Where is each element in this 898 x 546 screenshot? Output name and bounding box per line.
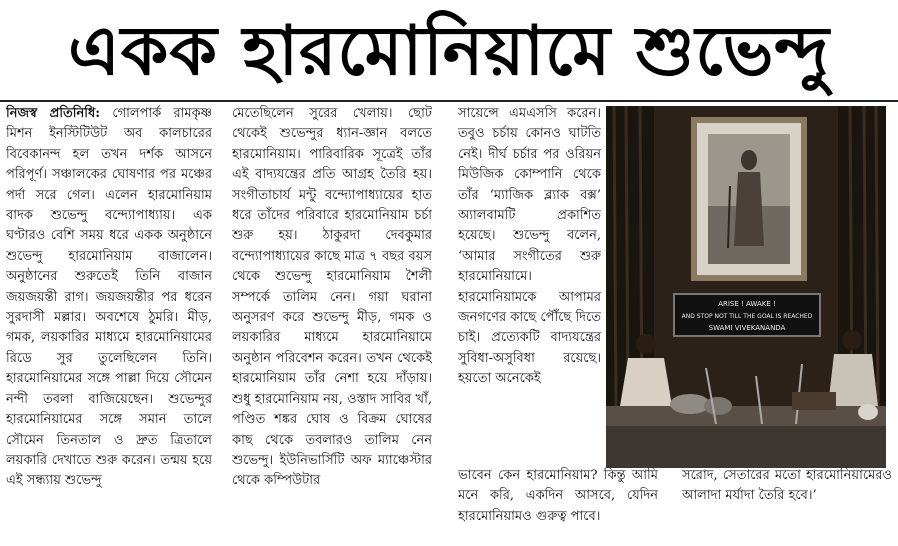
tabla-player bbox=[620, 358, 672, 406]
column-5-text: সরোদ, সেতারের মতো হারমোনিয়ামেরও আলাদা মর্যাদা তৈরি হবে।’ bbox=[682, 468, 892, 504]
column-3-text: সায়েন্সে এমএসসি করেন। তবুও চর্চায় কোনও ঘাটতি নেই। দীর্ঘ চর্চার পর ওরিয়ন মিউজিক কোম্পানি থেকে তাঁর ‘ম্যাজিক ব্ল্যাক বক্স’ অ্যালবামটি প্রকাশিত হয়েছে। শুভেন্দু বলেন, ‘আমার সংগীতের শুরু হারমোনিয়ামে। হারমোনিয়ামকে আপামর জনগণের কাছে পৌঁছে দিতে চাই। প্রত্যেকটি বাদ্যযন্ত্রের সুবিধা-অসুবিধা রয়েছে। হয়তো অনেকেই bbox=[458, 106, 601, 387]
column-1-text: গোলপার্ক রামকৃষ্ণ মিশন ইনস্টিটিউট অব কালচারের বিবেকানন্দ হল তখন দর্শক আসনে পরিপূর্ণ। সঞ্চালকের ঘোষণার পর মঞ্চের পর্দা সরে গেল। এলেন হারমোনিয়াম বাদক শুভেন্দু বন্দ্যোপাধ্যায়। এক ঘণ্টারও বেশি সময় ধরে একক অনুষ্ঠানে শুভেন্দু হারমোনিয়াম বাজালেন। অনুষ্ঠানের শুরুতেই তিনি বাজান জয়জয়ন্তী রাগ। জয়জয়ন্তীর পর ধরেন সুরদাসী মল্লার। অবশেষে ঠুমরি। মীড়, গমক, লয়কারির মাধ্যমে হারমোনিয়ামের রিডে সুর তুলেছিলেন তিনি। হারমোনিয়ামের সঙ্গে পাল্লা দিয়ে সৌমেন নন্দী তবলা বাজিয়েছেন। শুভেন্দুর হারমোনিয়ামের সঙ্গে সমান তালে সৌমেন তিনতাল ও দ্রুত ত্রিতালে লয়কারি দেখাতে শুরু করেন। তন্ময় হয়ে এই সন্ধ্যায় শুভেন্দু bbox=[6, 106, 212, 489]
headline: একক হারমোনিয়ামে শুভেন্দু bbox=[68, 12, 830, 91]
banner-line-3: SWAMI VIVEKANANDA bbox=[708, 324, 786, 332]
article-column-2 bbox=[232, 104, 432, 544]
article-column-1 bbox=[6, 104, 212, 544]
column-2-text: মেতেছিলেন সুরের খেলায়। ছোট থেকেই শুভেন্দুর ধ্যান-জ্ঞান বলতে হারমোনিয়াম। পারিবারিক সূত্রেই তাঁর এই বাদ্যযন্ত্রের প্রতি আগ্রহ তৈরি হয়। সংগীতাচার্য মন্টু বন্দ্যোপাধ্যায়ের হাত ধরে তাঁদের পরিবারে হারমোনিয়াম চর্চা শুরু হয়। ঠাকুরদা দেবকুমার বন্দ্যোপাধ্যায়ের কাছে মাত্র ৭ বছর বয়স থেকে শুভেন্দু হারমোনিয়াম শৈলী সম্পর্কে তালিম নেন। গয়া ঘরানা অনুসরণ করে শুভেন্দু মীড়, গমক ও লয়কারির মাধ্যমে হারমোনিয়ামে অনুষ্ঠান পরিবেশন করেন। তখন থেকেই হারমোনিয়াম তাঁর নেশা হয়ে দাঁড়ায়। শুধু হারমোনিয়াম নয়, ওস্তাদ সাবির খাঁ, পণ্ডিত শঙ্কর ঘোষ ও বিক্রম ঘোষের কাছ থেকে তবলারও তালিম নেন শুভেন্দু। ইউনিভার্সিটি অফ ম্যাঞ্চেস্টার থেকে কম্পিউটার bbox=[232, 106, 432, 489]
harmonium bbox=[792, 392, 836, 410]
article-column-5 bbox=[682, 466, 892, 544]
banner-line-1: ARISE ! AWAKE ! bbox=[718, 300, 776, 308]
concert-photo bbox=[606, 106, 886, 468]
banner-line-2: AND STOP NOT TILL THE GOAL IS REACHED bbox=[681, 313, 813, 320]
concert-photo-illustration bbox=[606, 106, 886, 468]
byline: নিজস্ব প্রতিনিধি: bbox=[6, 106, 101, 121]
column-4-text: ভাবেন কেন হারমোনিয়াম? কিন্তু আমি মনে করি, একদিন আসবে, যেদিন হারমোনিয়ামও গুরুত্ব পাবে। bbox=[458, 468, 658, 524]
article-column-4 bbox=[458, 466, 658, 544]
article-column-3 bbox=[458, 104, 601, 460]
headline-rule bbox=[0, 100, 898, 102]
